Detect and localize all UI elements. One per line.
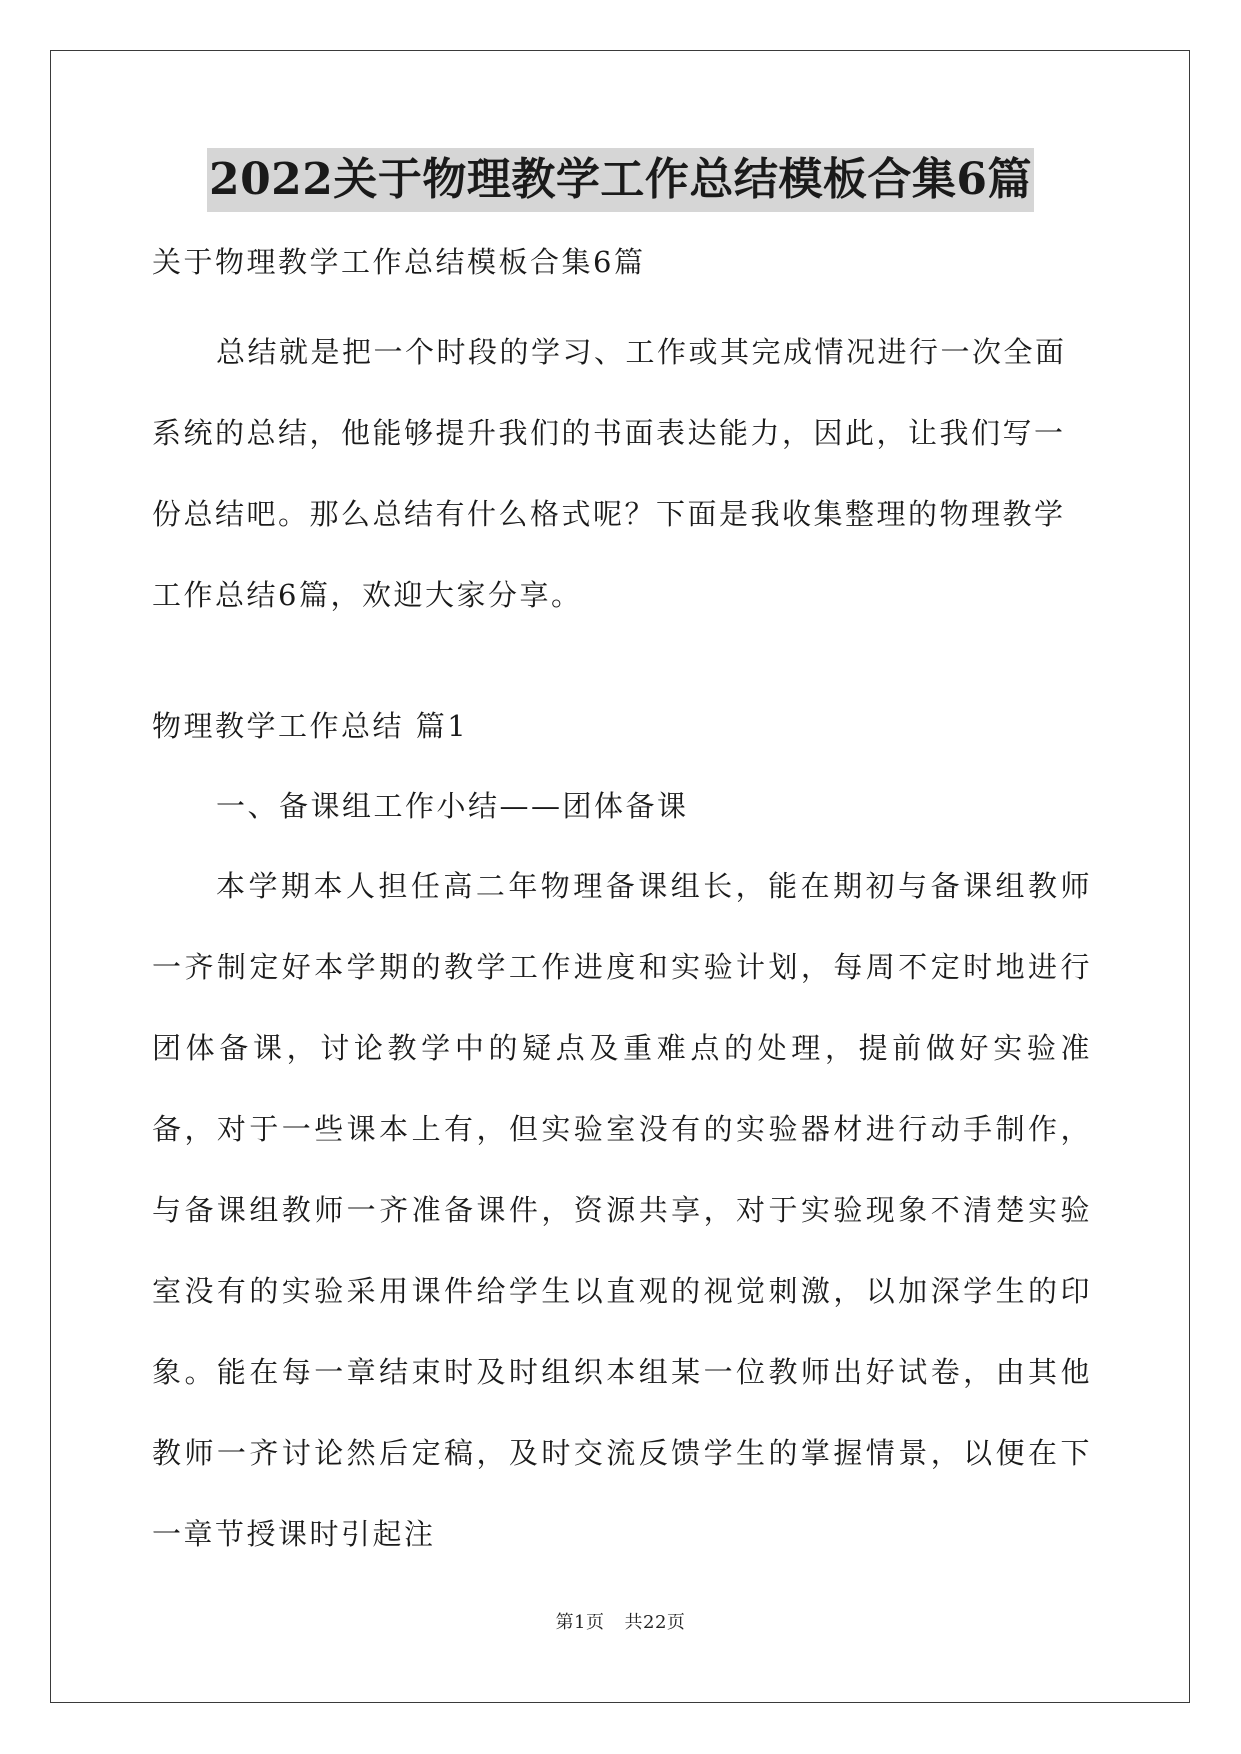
document-body [152, 232, 1092, 1575]
intro-paragraph: 总结就是把一个时段的学习、工作或其完成情况进行一次全面系统的总结，他能够提升我们的书面表达能力，因此，让我们写一份总结吧。那么总结有什么格式呢？下面是我收集整理的物理教学工作总结6篇，欢迎大家分享。 [152, 335, 1067, 612]
document-title [0, 148, 1241, 212]
page-total: 共22页 [624, 1612, 686, 1633]
document-subtitle: 关于物理教学工作总结模板合集6篇 [152, 245, 646, 279]
page-number: 第1页 [555, 1612, 605, 1633]
body-paragraph: 本学期本人担任高二年物理备课组长，能在期初与备课组教师一齐制定好本学期的教学工作进度和实验计划，每周不定时地进行团体备课，讨论教学中的疑点及重难点的处理，提前做好实验准备，对于一些课本上有，但实验室没有的实验器材进行动手制作，与备课组教师一齐准备课件，资源共享，对于实验现象不清楚实验室没有的实验采用课件给学生以直观的视觉刺激，以加深学生的印象。能在每一章结束时及时组织本组某一位教师出好试卷，由其他教师一齐讨论然后定稿，及时交流反馈学生的掌握情景，以便在下一章节授课时引起注 [152, 869, 1092, 1551]
section-heading: 物理教学工作总结 篇1 [152, 709, 469, 743]
document-title-text: 2022关于物理教学工作总结模板合集6篇 [207, 148, 1034, 212]
sub-heading: 一、备课组工作小结——团体备课 [216, 789, 689, 823]
page-footer [0, 1608, 1241, 1634]
